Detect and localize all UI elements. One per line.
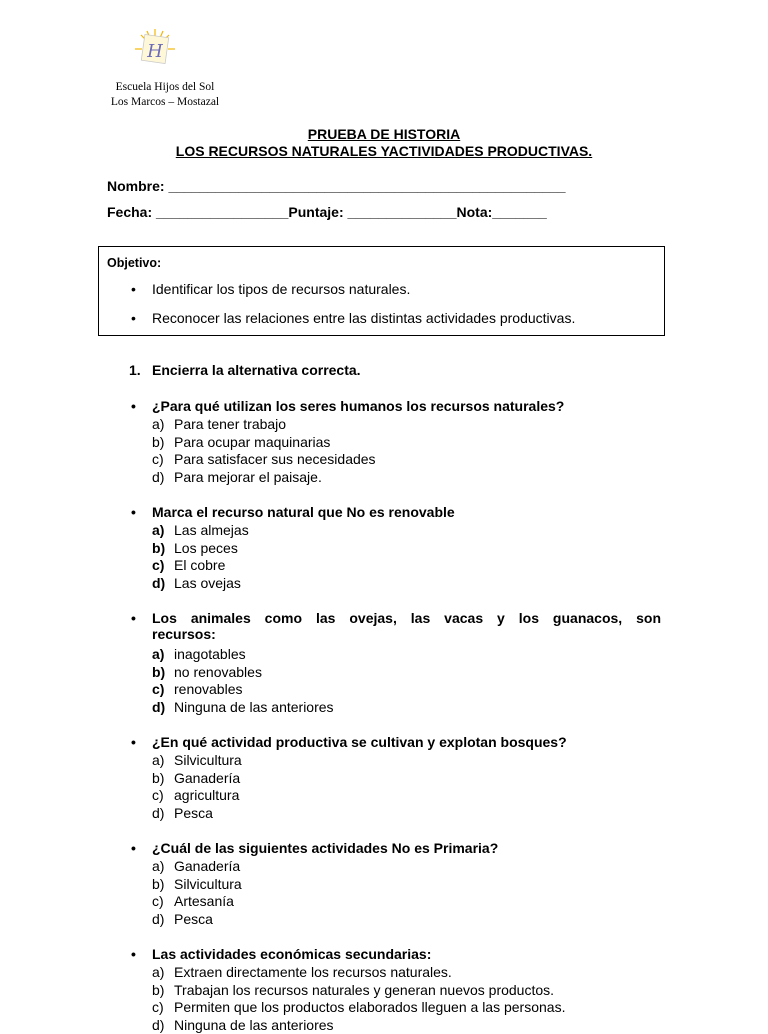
option[interactable]: b) Para ocupar maquinarias (152, 434, 376, 452)
school-logo (133, 27, 177, 71)
option[interactable]: d) Para mejorar el paisaje. (152, 469, 376, 487)
option[interactable]: d) Pesca (152, 805, 242, 823)
question-3: • Los animales como las ovejas, las vacas y los guanacos, son recursos: (131, 610, 661, 642)
test-subtitle: LOS RECURSOS NATURALES YACTIVIDADES PRODUCTIVAS. (0, 143, 768, 159)
objective-item: • Identificar los tipos de recursos naturales. (131, 281, 410, 297)
question-1-options (152, 416, 376, 486)
option[interactable]: d) Ninguna de las anteriores (152, 699, 334, 717)
name-field: Nombre: ___________________________________________________ (107, 178, 566, 194)
option[interactable]: d) Pesca (152, 911, 242, 929)
option[interactable]: b) Trabajan los recursos naturales y generan nuevos productos. (152, 982, 565, 1000)
option[interactable]: a) Para tener trabajo (152, 416, 376, 434)
question-4-options (152, 752, 242, 822)
svg-text:H: H (146, 41, 163, 62)
bullet-icon: • (131, 734, 152, 750)
bullet-icon: • (131, 946, 152, 962)
school-line-1: Escuela Hijos del Sol (95, 80, 235, 95)
option[interactable]: b) Silvicultura (152, 876, 242, 894)
section-heading: 1. Encierra la alternativa correcta. (129, 362, 361, 378)
question-5-options (152, 858, 242, 928)
option[interactable]: c) Para satisfacer sus necesidades (152, 451, 376, 469)
objective-item: • Reconocer las relaciones entre las distintas actividades productivas. (131, 310, 575, 326)
option[interactable]: b) Ganadería (152, 770, 242, 788)
option[interactable]: c) Permiten que los productos elaborados lleguen a las personas. (152, 999, 565, 1017)
option[interactable]: a) Silvicultura (152, 752, 242, 770)
question-2-options (152, 522, 249, 592)
option[interactable]: d) Ninguna de las anteriores (152, 1017, 565, 1034)
question-2: • Marca el recurso natural que No es renovable (131, 504, 455, 520)
question-6: • Las actividades económicas secundarias: (131, 946, 431, 962)
bullet-icon: • (131, 310, 152, 326)
option[interactable]: a) Extraen directamente los recursos naturales. (152, 964, 565, 982)
option[interactable]: b) Los peces (152, 540, 249, 558)
bullet-icon: • (131, 840, 152, 856)
objective-label: Objetivo: (107, 256, 161, 270)
question-5: • ¿Cuál de las siguientes actividades No es Primaria? (131, 840, 498, 856)
option[interactable]: c) agricultura (152, 787, 242, 805)
option[interactable]: c) renovables (152, 681, 334, 699)
option[interactable]: a) Las almejas (152, 522, 249, 540)
test-title: PRUEBA DE HISTORIA (0, 126, 768, 142)
bullet-icon: • (131, 398, 152, 414)
option[interactable]: c) Artesanía (152, 893, 242, 911)
option[interactable]: a) Ganadería (152, 858, 242, 876)
option[interactable]: d) Las ovejas (152, 575, 249, 593)
date-score-grade-field: Fecha: _________________Puntaje: ______________Nota:_______ (107, 204, 547, 220)
question-1: • ¿Para qué utilizan los seres humanos los recursos naturales? (131, 398, 564, 414)
question-3-options (152, 646, 334, 716)
bullet-icon: • (131, 504, 152, 520)
question-4: • ¿En qué actividad productiva se cultivan y explotan bosques? (131, 734, 567, 750)
school-line-2: Los Marcos – Mostazal (95, 95, 235, 110)
option[interactable]: a) inagotables (152, 646, 334, 664)
option[interactable]: b) no renovables (152, 664, 334, 682)
bullet-icon: • (131, 610, 152, 626)
school-name (95, 80, 235, 110)
bullet-icon: • (131, 281, 152, 297)
option[interactable]: c) El cobre (152, 557, 249, 575)
